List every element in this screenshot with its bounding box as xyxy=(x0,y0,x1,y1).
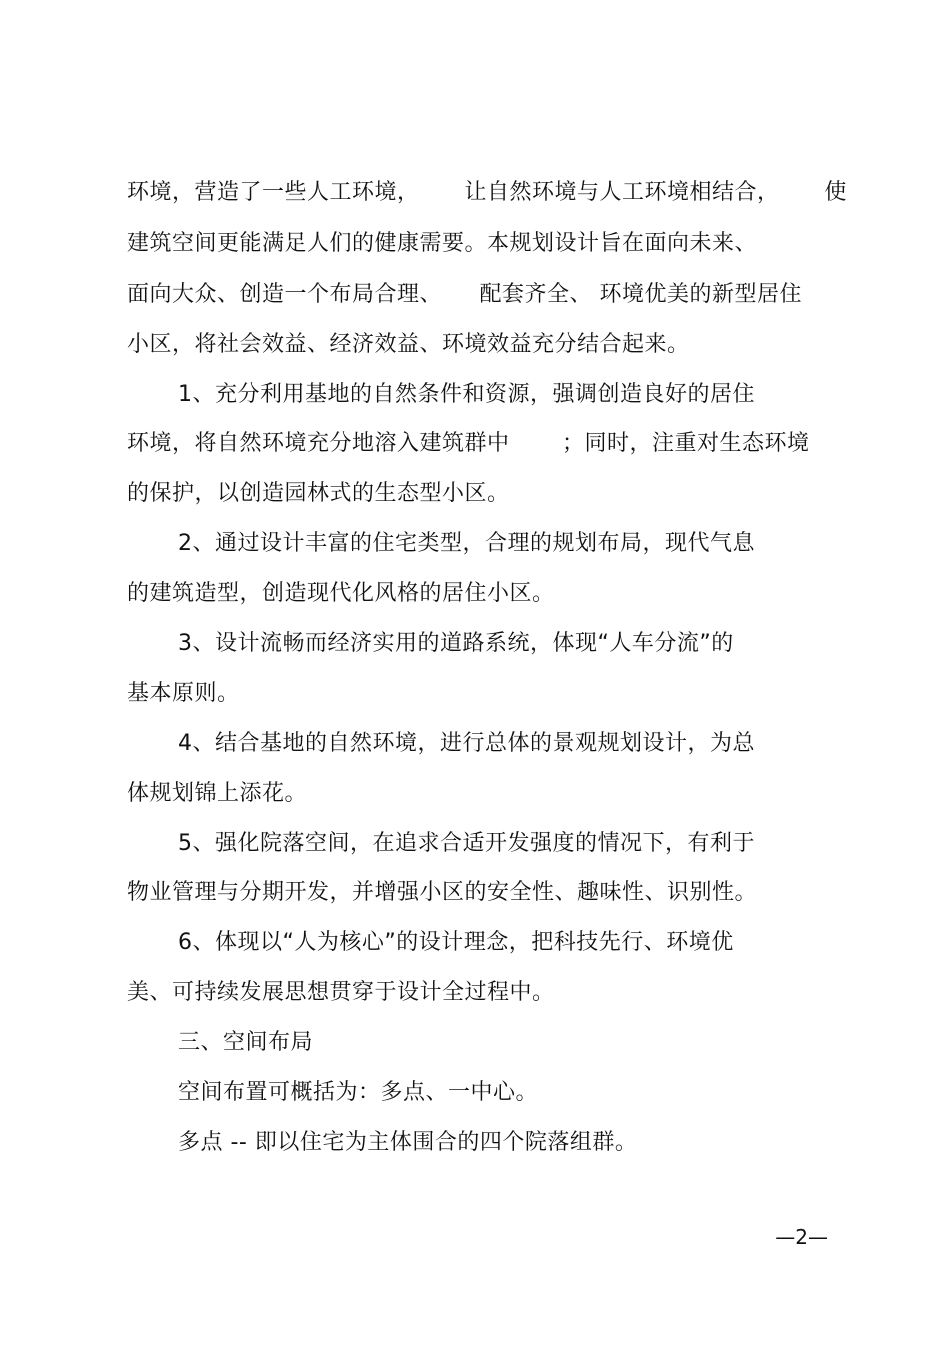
section-heading: 三、空间布局 xyxy=(178,1030,314,1055)
text-line: 的建筑造型，创造现代化风格的居住小区。 xyxy=(127,581,555,606)
page-number: —2— xyxy=(775,1225,828,1249)
text-line: 多点 -- 即以住宅为主体围合的四个院落组群。 xyxy=(178,1130,638,1155)
text-line: 环境，营造了一些人工环境， 让自然环境与人工环境相结合， 使 xyxy=(127,180,847,205)
text-line: 4、结合基地的自然环境，进行总体的景观规划设计，为总 xyxy=(178,731,755,756)
text-line: 基本原则。 xyxy=(127,681,240,706)
text-line: 的保护，以创造园林式的生态型小区。 xyxy=(127,481,510,506)
text-line: 2、通过设计丰富的住宅类型，合理的规划布局，现代气息 xyxy=(178,531,755,556)
text-line: 空间布置可概括为：多点、一中心。 xyxy=(178,1080,539,1105)
text-line: 美、可持续发展思想贯穿于设计全过程中。 xyxy=(127,980,555,1005)
text-line: 小区，将社会效益、经济效益、环境效益充分结合起来。 xyxy=(127,332,690,357)
text-line: 物业管理与分期开发，并增强小区的安全性、趣味性、识别性。 xyxy=(127,880,758,905)
text-line: 5、强化院落空间，在追求合适开发强度的情况下，有利于 xyxy=(178,831,755,856)
text-line: 1、充分利用基地的自然条件和资源，强调创造良好的居住 xyxy=(178,382,755,407)
text-line: 环境，将自然环境充分地溶入建筑群中 ；同时，注重对生态环境 xyxy=(127,431,810,456)
text-line: 3、设计流畅而经济实用的道路系统，体现“人车分流”的 xyxy=(178,631,734,656)
text-line: 建筑空间更能满足人们的健康需要。本规划设计旨在面向未来、 xyxy=(127,231,758,256)
text-line: 6、体现以“人为核心”的设计理念，把科技先行、环境优 xyxy=(178,930,734,955)
text-line: 面向大众、创造一个布局合理、 配套齐全、 环境优美的新型居住 xyxy=(127,282,802,307)
text-line: 体规划锦上添花。 xyxy=(127,781,308,806)
